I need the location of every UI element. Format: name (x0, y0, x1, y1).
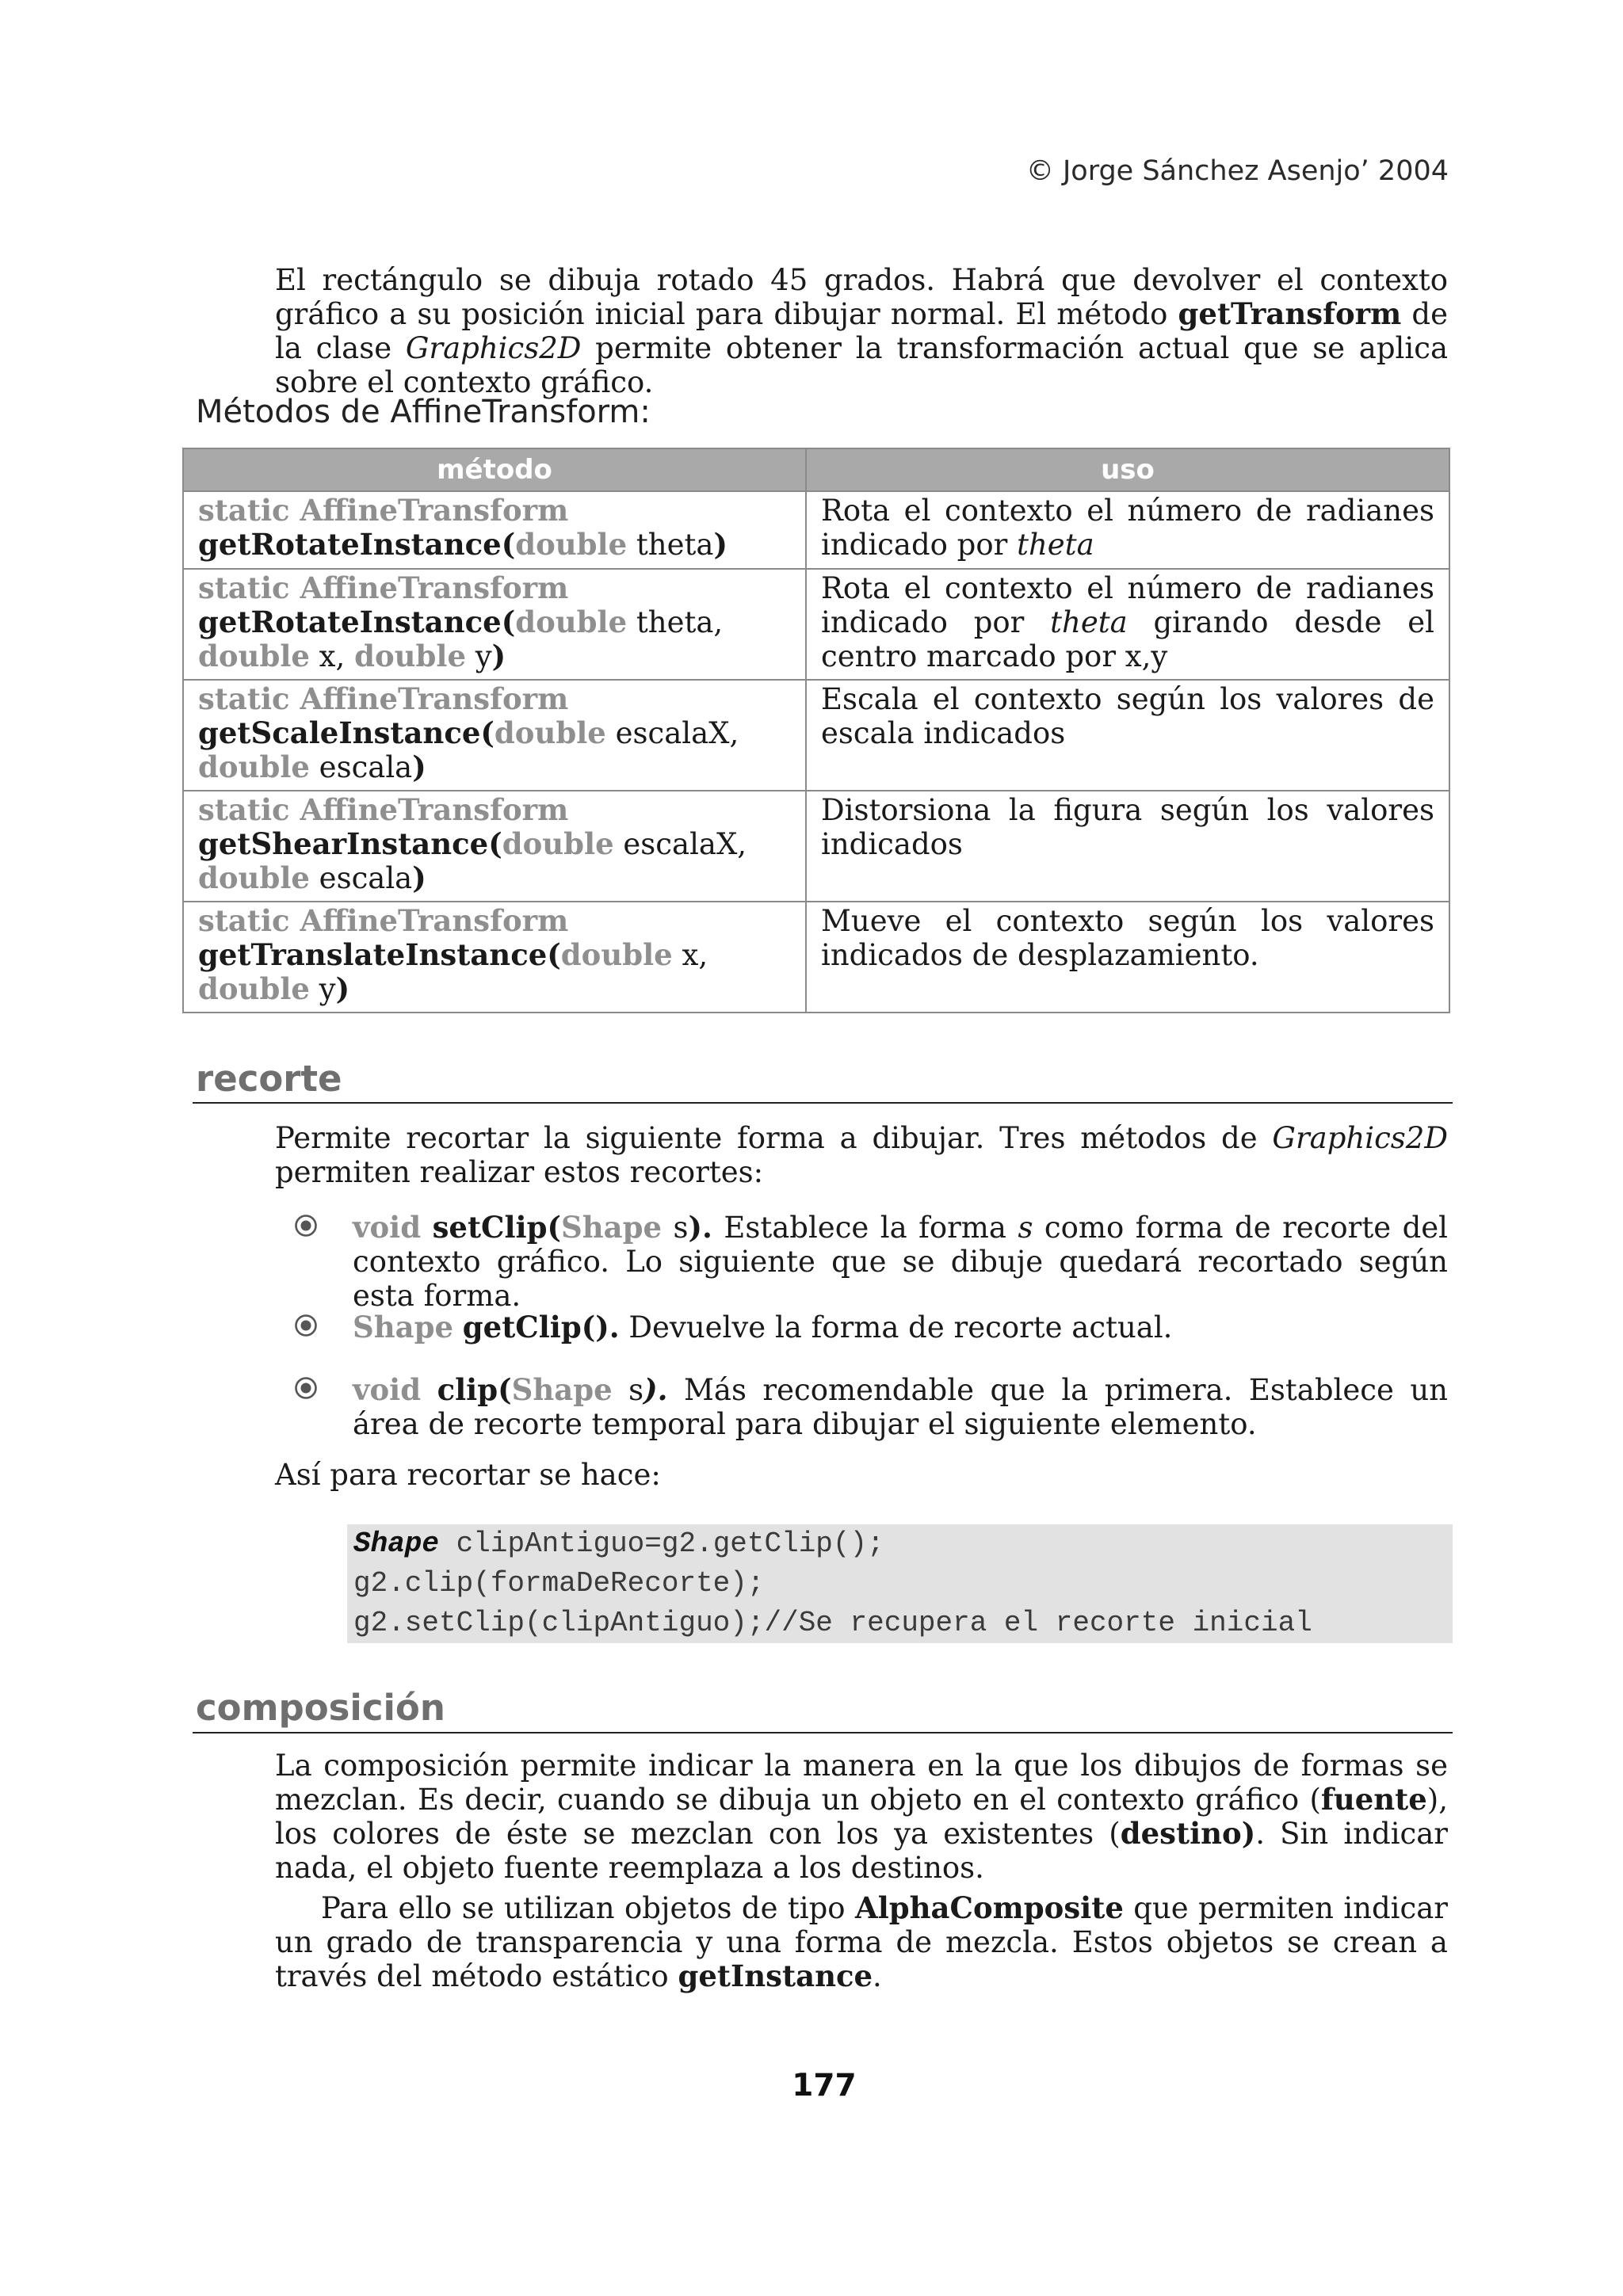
use-text: Escala el contexto según los valores de escala indicados (821, 682, 1434, 750)
recorte-intro-text: permiten realizar estos recortes: (275, 1155, 764, 1189)
bullet-text (353, 1211, 1448, 1313)
param-name: escalaX, (613, 827, 747, 861)
method-signature-cell (183, 680, 806, 791)
composicion-text: La composición permite indicar la manera en la que los dibujos de formas se mezclan. Es decir, cuando se dibuja un objeto en el contexto gráfico ( (275, 1749, 1448, 1817)
list-item (275, 1310, 1448, 1344)
method-use-cell (806, 791, 1449, 902)
method-name: clip( (437, 1372, 512, 1407)
method-signature-cell (183, 791, 806, 902)
intro-paragraph (275, 263, 1448, 399)
method-name: getRotateInstance( (198, 605, 516, 639)
table-row (183, 902, 1449, 1013)
section-title-composicion: composición (196, 1687, 445, 1729)
bullet-description: Establece la forma (712, 1211, 1018, 1245)
recorte-intro (275, 1121, 1448, 1189)
column-header-metodo: método (183, 448, 806, 491)
column-header-uso: uso (806, 448, 1449, 491)
recorte-intro-text: Permite recortar la siguiente forma a dibujar. Tres métodos de (275, 1121, 1273, 1155)
bullet-text (353, 1310, 1448, 1344)
composicion-bold: AlphaComposite (855, 1890, 1124, 1925)
code-block (347, 1524, 1453, 1643)
methods-caption: Métodos de AffineTransform: (196, 394, 651, 430)
method-name: getClip(). (462, 1310, 620, 1344)
return-type: void (353, 1372, 422, 1407)
method-name: getTranslateInstance( (198, 937, 561, 972)
param-type: double (354, 639, 466, 673)
param-type: double (198, 749, 310, 784)
bullet-description: Devuelve la forma de recorte actual. (619, 1310, 1173, 1344)
method-signature-cell (183, 902, 806, 1013)
method-modifiers: static AffineTransform (198, 570, 569, 605)
param-type: Shape (511, 1372, 613, 1407)
composicion-paragraph-2 (275, 1891, 1448, 1993)
composicion-paragraph-1 (275, 1749, 1448, 1885)
use-text: Rota el contexto el número de radianes indicado por (821, 494, 1434, 562)
code-keyword: Shape (353, 1527, 440, 1560)
param-name: escala (309, 861, 413, 895)
param-type: double (494, 715, 606, 750)
composicion-text: Para ello se utilizan objetos de tipo (321, 1891, 856, 1925)
param-name: s (662, 1211, 689, 1245)
param-type: Shape (561, 1210, 663, 1245)
section-divider (193, 1732, 1453, 1733)
param-type: double (515, 527, 628, 562)
composicion-text: que permiten indicar un grado de transparencia y una forma de mezcla. Estos objetos se crean a través del método estático (275, 1891, 1448, 1993)
page-number: 177 (792, 2068, 857, 2103)
intro-bold-method: getTransform (1178, 296, 1402, 331)
intro-italic-class: Graphics2D (405, 331, 582, 365)
code-text: clipAntiguo=g2.getClip(); (439, 1527, 884, 1560)
bullet-target-icon (294, 1376, 318, 1400)
param-type: double (198, 971, 310, 1006)
recorte-after-text: Así para recortar se hace: (275, 1458, 661, 1492)
param-type: double (198, 639, 310, 673)
method-signature-cell (183, 491, 806, 569)
closing-paren: ) (412, 860, 426, 895)
table-header-row (183, 448, 1449, 491)
method-use-cell (806, 569, 1449, 680)
methods-table-body (183, 491, 1449, 1013)
method-use-cell (806, 680, 1449, 791)
param-name: y (466, 639, 492, 673)
use-text: Mueve el contexto según los valores indicados de desplazamiento. (821, 904, 1434, 972)
use-text: girando desde el centro marcado por x,y (821, 605, 1434, 673)
methods-table (182, 448, 1450, 1013)
composicion-bold: fuente (1320, 1782, 1427, 1817)
list-item (275, 1211, 1448, 1313)
bullet-description: Más recomendable que la primera. Establece un área de recorte temporal para dibujar el siguiente elemento. (353, 1373, 1448, 1441)
param-name: theta, (627, 605, 724, 639)
param-name: y (309, 972, 336, 1006)
intro-text: de la clase (275, 297, 1449, 365)
param-type: double (515, 605, 628, 639)
code-line: g2.clip(formaDeRecorte); (353, 1567, 765, 1600)
return-type: Shape (353, 1310, 454, 1344)
method-signature-cell (183, 569, 806, 680)
closing-paren: ) (335, 971, 350, 1006)
method-name: getScaleInstance( (198, 715, 495, 750)
use-italic: theta (1017, 528, 1094, 562)
composicion-text: . Sin indicar nada, el objeto fuente reemplaza a los destinos. (275, 1817, 1448, 1885)
param-name: x, (672, 938, 708, 972)
section-title-recorte: recorte (196, 1058, 342, 1100)
closing-paren: ). (643, 1372, 668, 1407)
table-row (183, 680, 1449, 791)
composicion-text: . (873, 1959, 882, 1993)
composicion-text: ), los colores de éste se mezclan con los ya existentes ( (275, 1783, 1448, 1851)
table-row (183, 791, 1449, 902)
method-use-cell (806, 491, 1449, 569)
recorte-intro-italic: Graphics2D (1272, 1121, 1448, 1155)
code-line (353, 1524, 884, 1564)
table-row (183, 569, 1449, 680)
method-modifiers: static AffineTransform (198, 903, 569, 938)
bullet-description: como forma de recorte del contexto gráfico. Lo siguiente que se dibuje quedará recortado según esta forma. (353, 1211, 1449, 1313)
use-italic: theta (1050, 605, 1128, 639)
method-name: getRotateInstance( (198, 527, 516, 562)
param-name: x, (309, 639, 355, 673)
method-modifiers: static AffineTransform (198, 792, 569, 827)
table-row (183, 491, 1449, 569)
param-type: double (198, 860, 310, 895)
method-name: getShearInstance( (198, 826, 502, 861)
intro-text: El rectángulo se dibuja rotado 45 grados. Habrá que devolver el contexto gráfico a su posición inicial para dibujar normal. El método (275, 263, 1448, 331)
return-type: void (353, 1210, 422, 1245)
use-text: Rota el contexto el número de radianes indicado por (821, 571, 1434, 639)
use-text: Distorsiona la figura según los valores indicados (821, 793, 1434, 861)
method-use-cell (806, 902, 1449, 1013)
code-line: g2.setClip(clipAntiguo);//Se recupera el recorte inicial (353, 1607, 1312, 1639)
composicion-bold: getInstance (678, 1958, 873, 1993)
param-type: double (502, 826, 614, 861)
method-modifiers: static AffineTransform (198, 681, 569, 716)
bullet-text (353, 1373, 1448, 1441)
bullet-italic: s (1018, 1211, 1033, 1245)
page-header: © Jorge Sánchez Asenjo’ 2004 (1025, 155, 1449, 187)
section-divider (193, 1102, 1453, 1104)
param-name: s (612, 1373, 644, 1407)
method-modifiers: static AffineTransform (198, 493, 569, 528)
bullet-target-icon (294, 1214, 318, 1238)
closing-paren: ) (412, 749, 426, 784)
list-item (275, 1373, 1448, 1441)
composicion-bold: destino) (1120, 1816, 1256, 1851)
closing-paren: ). (688, 1210, 712, 1245)
param-name: escalaX, (605, 716, 739, 750)
bullet-target-icon (294, 1314, 318, 1337)
closing-paren: ) (491, 639, 506, 673)
method-name: setClip( (432, 1210, 561, 1245)
intro-text: permite obtener la transformación actual que se aplica sobre el contexto gráfico. (275, 331, 1449, 399)
closing-paren: ) (713, 527, 727, 562)
param-type: double (560, 937, 673, 972)
param-name: theta (627, 528, 714, 562)
param-name: escala (309, 750, 413, 784)
